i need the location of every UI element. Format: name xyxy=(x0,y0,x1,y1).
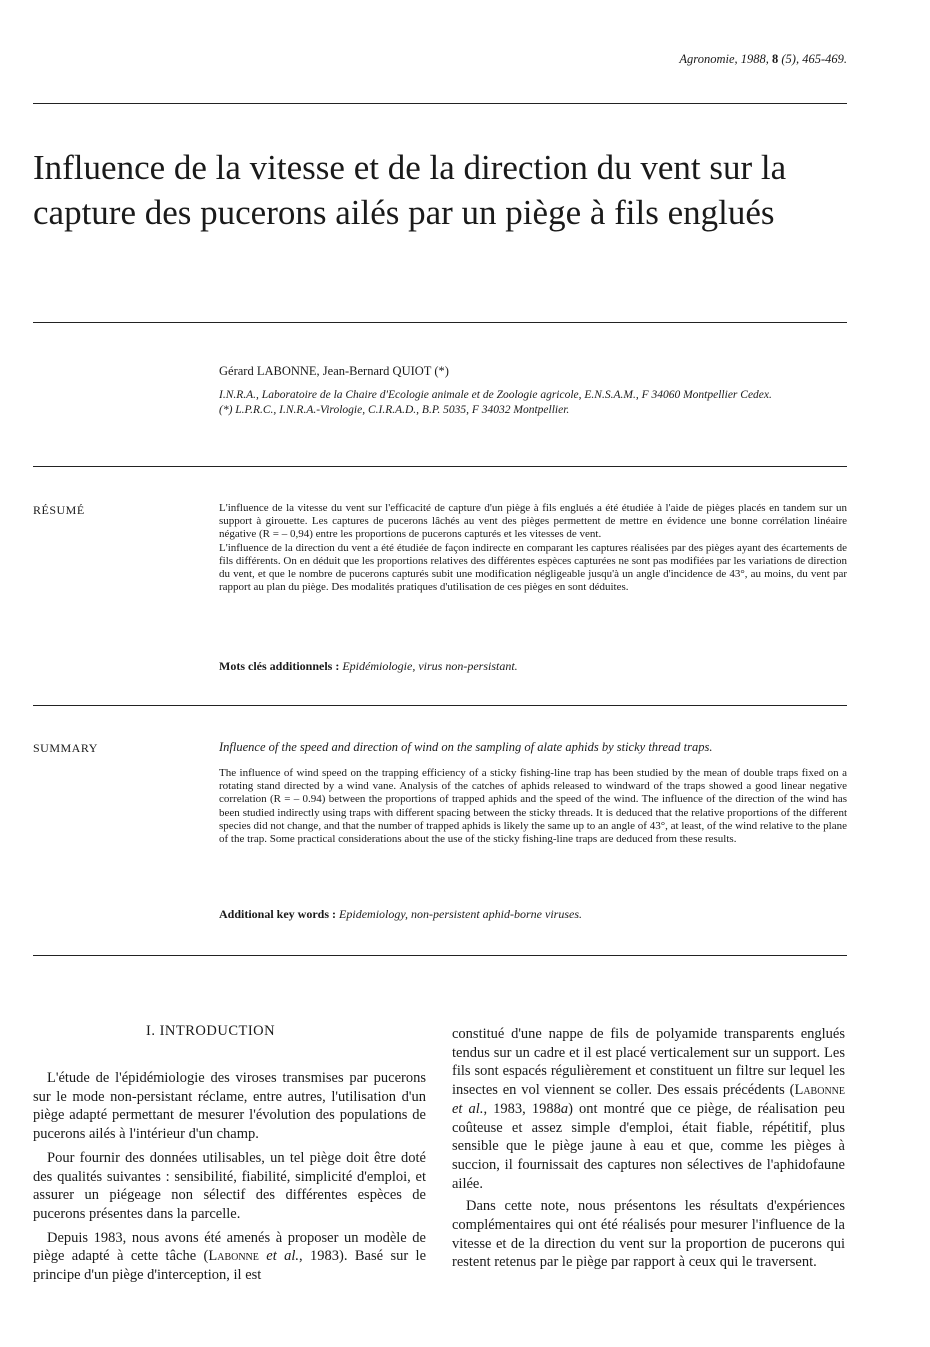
summary-keywords-value: Epidemiology, non-persistent aphid-borne viruses. xyxy=(339,907,583,921)
intro-paragraph-2: Pour fournir des données utilisables, un tel piège doit être doté des qualités suivantes : sensibilité, fiabilité, simplicité d'emploi, et assurer un piégeage non sélectif des différentes espèces de pucerons présentes dans la parcelle. xyxy=(33,1149,426,1222)
affiliations xyxy=(219,388,849,417)
resume-text xyxy=(219,502,847,594)
citation-author: Labonne xyxy=(794,1082,845,1099)
affiliation-1: I.N.R.A., Laboratoire de la Chaire d'Ecologie animale et de Zoologie agricole, E.N.S.A.M., F 34060 Montpellier Cedex. xyxy=(219,389,772,401)
divider xyxy=(33,705,847,706)
divider xyxy=(33,103,847,104)
section-heading-introduction: I. INTRODUCTION xyxy=(146,1023,276,1039)
citation-letter: a xyxy=(560,1100,569,1117)
summary-paragraph: The influence of wind speed on the trapping efficiency of a sticky fishing-line trap has been studied by the mean of double traps fixed on a rotating stand directed by a wind vane. Analysis of the catches of aphids released to windward of the traps showed a good linear negative correlation (R = – 0.94) between the proportions of trapped aphids and the speed of the wind. The influence of the direction of the wind has been studied indirectly using traps with different spacing between the sticky threads. It is deduced that the relative proportions of the different species did not change, and that the number of trapped aphids is likely the same up to an angle of 43°, at least, of the wind relative to the plane of the trap. Some practical considerations about the use of the sticky fishing-line traps are deduced from these results. xyxy=(219,767,847,846)
citation-etal: et al. xyxy=(258,1248,300,1265)
summary-keywords-label: Additional key words : xyxy=(219,907,337,921)
resume-paragraph-2: L'influence de la direction du vent a été étudiée de façon indirecte en comparant les captures réalisées par des pièges ayant des écartements de fils différents. On en déduit que les proportions relatives des différentes espèces capturées ne sont pas modifiées par les variations de direction du vent, et que le nombre de pucerons capturés subit une modification négligeable jusqu'à un angle d'incidence de 43°, au moins, du vent par rapport au plan du piège. Des modalités pratiques d'utilisation de ces pièges en sont déduites. xyxy=(219,541,847,594)
intro-paragraph-5: Dans cette note, nous présentons les résultats d'expériences complémentaires qui ont été réalisés pour mesurer l'influence de la vitesse et de la direction du vent sur la proportion de pucerons qui restent retenus par le piège par rapport à ceux qui le traversent. xyxy=(452,1198,845,1271)
summary-label: SUMMARY xyxy=(33,741,98,755)
summary-keywords xyxy=(219,907,582,922)
paper-title: Influence de la vitesse et de la direction du vent sur la capture des pucerons ailés par un piège à fils englués xyxy=(33,148,787,232)
journal-issue-pages: (5), 465-469. xyxy=(781,52,847,66)
text-run: , 1983). Basé sur le principe d'un piège d'interception, il est xyxy=(33,1248,427,1284)
resume-keywords-label: Mots clés additionnels : xyxy=(219,659,340,673)
column-left xyxy=(33,1069,426,1285)
text-run: , 1983, 1988 xyxy=(483,1100,561,1117)
citation-author: Labonne xyxy=(208,1248,259,1265)
citation-etal: et al. xyxy=(452,1100,484,1117)
journal-citation xyxy=(679,52,847,67)
summary-text xyxy=(219,767,847,846)
resume-label: RÉSUMÉ xyxy=(33,503,85,517)
column-right xyxy=(452,1025,845,1272)
affiliation-2: (*) L.P.R.C., I.N.R.A.-Virologie, C.I.R.A.D., B.P. 5035, F 34032 Montpellier. xyxy=(219,403,570,416)
divider xyxy=(33,322,847,323)
divider xyxy=(33,955,847,956)
intro-paragraph-3 xyxy=(33,1229,426,1285)
resume-keywords-value: Epidémiologie, virus non-persistant. xyxy=(342,659,518,673)
resume-paragraph-1: L'influence de la vitesse du vent sur l'efficacité de capture d'un piège à fils englués a été étudiée à l'aide de pièges placés en tandem sur un support à girouette. Les captures de pucerons lâchés au vent des pièges permettent de mettre en évidence une bonne corrélation linéaire négative (R = – 0,94) entre les proportions de pucerons capturés et les vitesses de vent. xyxy=(219,502,847,541)
journal-name: Agronomie, xyxy=(679,52,738,66)
divider xyxy=(33,466,847,467)
resume-keywords xyxy=(219,659,518,674)
text-run: ) ont montré que ce piège, de réalisation peu coûteuse et assez simple d'emploi, était fiable, répétitif, plus sensible que le piège jaune à eau et que, comme les pièges à succion, il fournissait des captures non sélectives de l'aphidofaune ailée. xyxy=(452,1100,845,1192)
intro-paragraph-1: L'étude de l'épidémiologie des viroses transmises par pucerons sur le mode non-persistant réclame, entre autres, l'utilisation d'un piège adapté permettant de mesurer l'évolution des populations de pucerons ailés à l'intérieur d'un champ. xyxy=(33,1070,426,1143)
intro-paragraph-4 xyxy=(452,1025,845,1193)
summary-title: Influence of the speed and direction of wind on the sampling of alate aphids by sticky thread traps. xyxy=(219,740,713,754)
authors: Gérard LABONNE, Jean-Bernard QUIOT (*) xyxy=(219,364,449,378)
text-run: Depuis 1983, nous avons été amenés à proposer un modèle de piège adapté à cette tâche ( xyxy=(33,1229,426,1265)
journal-year: 1988, xyxy=(740,52,769,66)
journal-volume: 8 xyxy=(772,52,779,66)
text-run: constitué d'une nappe de fils de polyamide transparents englués tendus sur un cadre et il est placé verticalement sur un support. Les fils sont espacés régulièrement et constituent un filtre sur lequel les insectes en vol viennent se coller. Des essais précédents ( xyxy=(452,1026,845,1099)
